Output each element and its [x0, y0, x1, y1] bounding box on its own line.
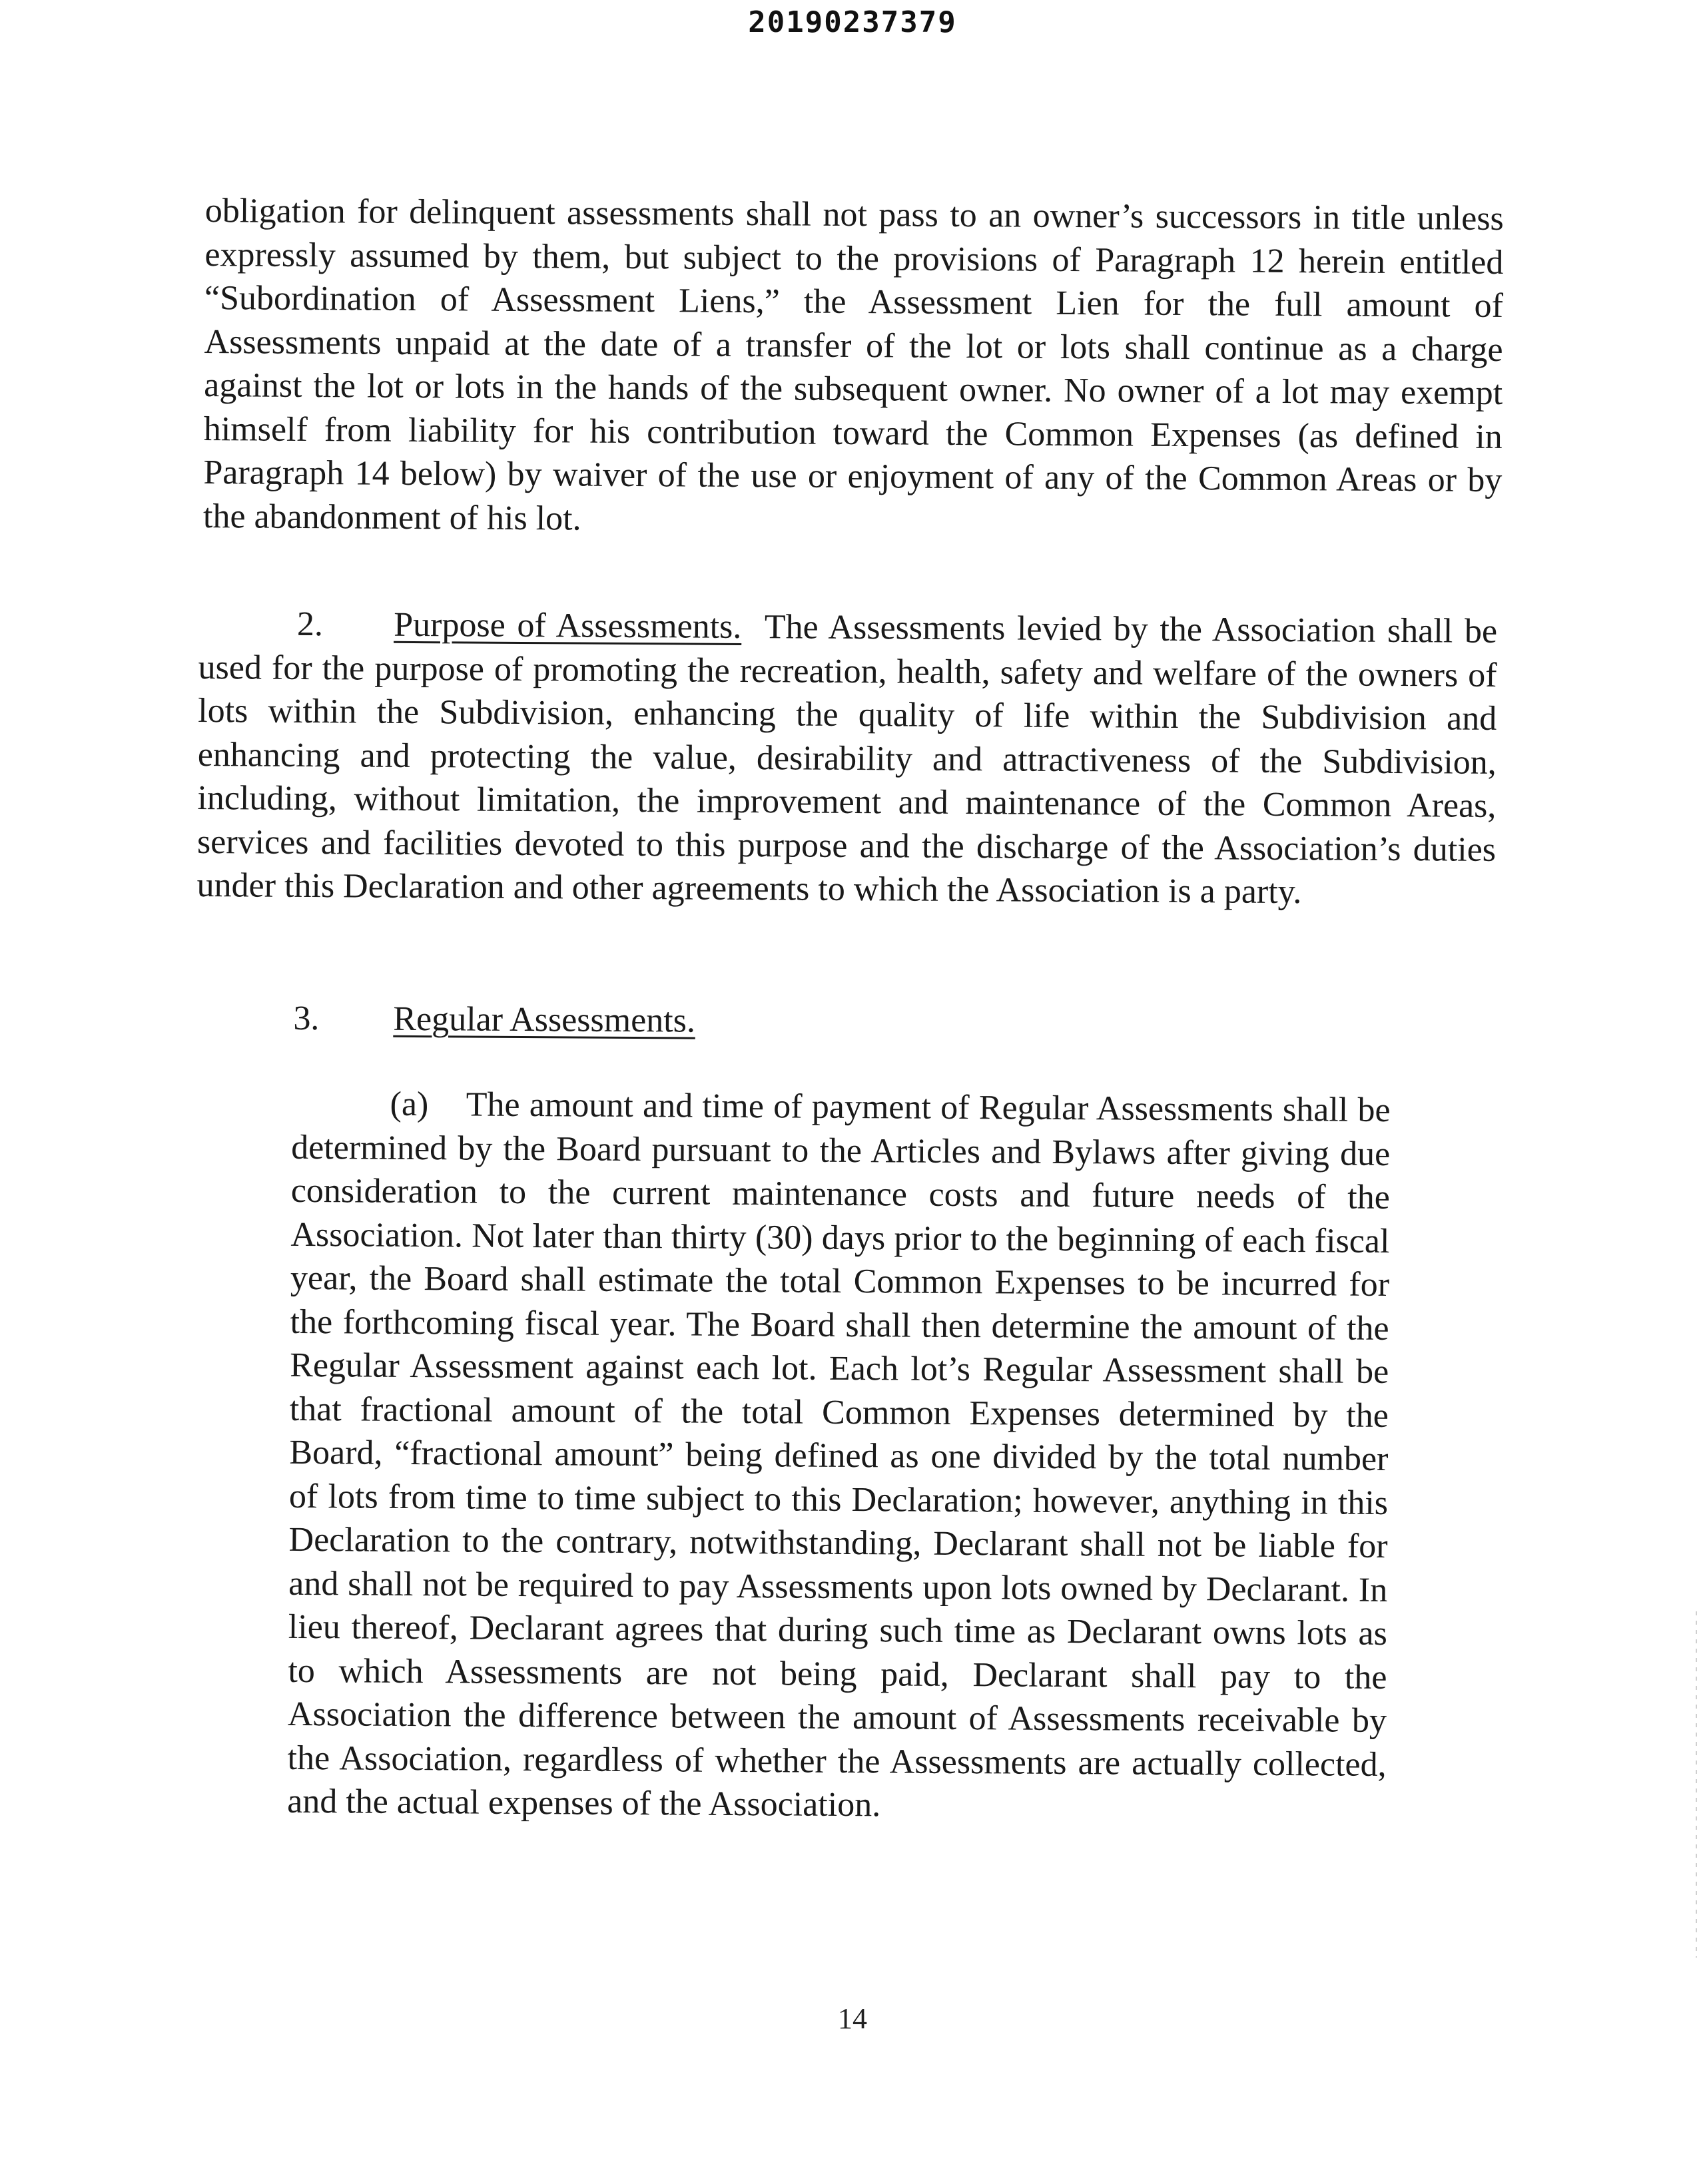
page-body [0, 188, 1705, 2129]
section-3-title: Regular Assessments. [393, 999, 696, 1040]
section-3a-body: The amount and time of payment of Regular Assessments shall be determined by the Board pursuant to the Articles and Bylaws after giving due consideration to the current maintenance costs and future needs of the Association. Not later than thirty (30) days prior to the beginning of each fiscal year, the Board shall estimate the total Common Expenses to be incurred for the forthcoming fiscal year. The Board shall then determine the amount of the Regular Assessment against each lot. Each lot’s Regular Assessment shall be that fractional amount of the total Common Expenses determined by the Board, “fractional amount” being defined as one divided by the total number of lots from time to time subject to this Declaration; however, anything in this Declaration to the contrary, notwithstanding, Declarant shall not be liable for and shall not be required to pay Assessments upon lots owned by Declarant. In lieu thereof, Declarant agrees that during such time as Declarant owns lots as to which Assessments are not being paid, Declarant shall pay to the Association the difference between the amount of Assessments receivable by the Association, regardless of whether the Assessments are actually collected, and the actual expenses of the Association. [287, 1085, 1391, 1824]
section-2-title: Purpose of Assessments. [394, 605, 742, 646]
section-3a-paragraph [287, 1082, 1391, 1830]
document-number: 20190237379 [748, 5, 957, 39]
paragraph-continuation: obligation for delinquent assessments shall not pass to an owner’s successors in title unless expressly assumed by them, but subject to the provisions of Paragraph 12 herein entitled “Subordination of Assessment Liens,” the Assessment Lien for the full amount of Assessments unpaid at the date of a transfer of the lot or lots shall continue as a charge against the lot or lots in the hands of the subsequent owner. No owner of a lot may exempt himself from liability for his contribution toward the Common Expenses (as defined in Paragraph 14 below) by waiver of the use or enjoyment of any of the Common Areas or by the abandonment of his lot. [202, 192, 1504, 538]
section-3-number: 3. [293, 999, 320, 1038]
section-3a-label: (a) [390, 1085, 429, 1124]
scan-artifact-line [1696, 1611, 1697, 1958]
section-2-paragraph [196, 602, 1497, 915]
section-2-body: The Assessments levied by the Association shall be used for the purpose of promoting the recreation, health, safety and welfare of the owners of lots within the Subdivision, enhancing the quality of life within the Subdivision and enhancing and protecting the value, desirability and attractiveness of the Subdivision, including, without limitation, the improvement and maintenance of the Common Areas, services and facilities devoted to this purpose and the discharge of the Association’s duties under this Declaration and other agreements to which the Association is a party. [196, 608, 1498, 912]
section-3-heading [293, 997, 695, 1043]
page-number: 14 [838, 2002, 867, 2035]
section-2-number: 2. [296, 605, 324, 644]
